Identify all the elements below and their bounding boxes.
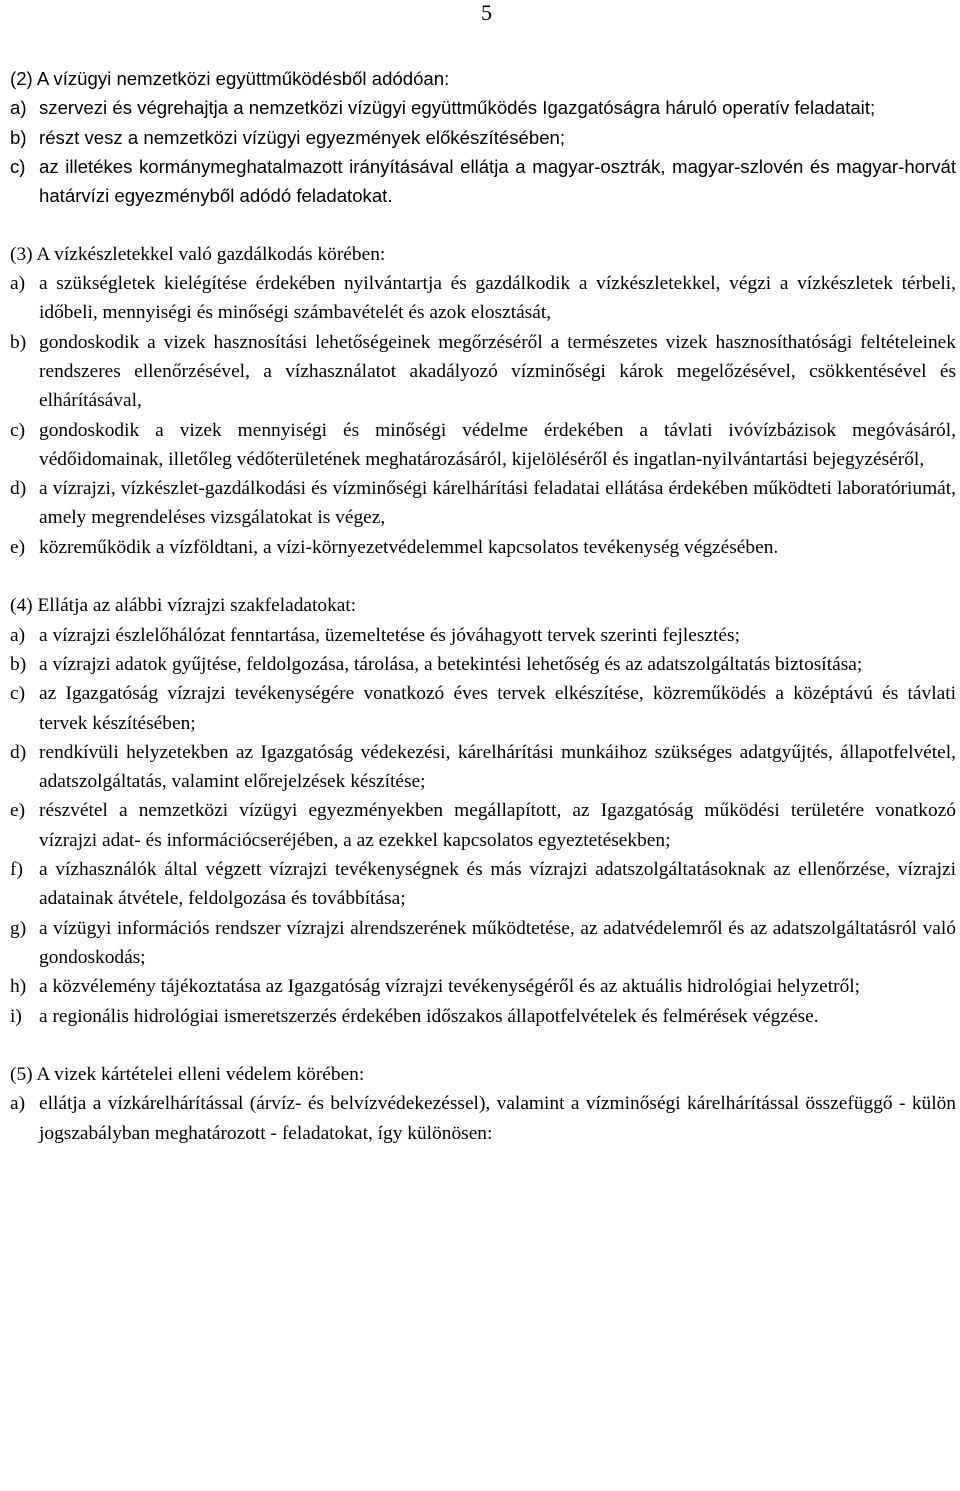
list-item <box>10 972 956 1001</box>
list-item <box>10 93 956 122</box>
list-item <box>10 474 956 533</box>
item-text: gondoskodik a vizek mennyiségi és minőségi védelme érdekében a távlati ivóvízbázisok megóvásáról, védőidomainak, illetőleg védőterületének meghatározásáról, kijelöléséről és ingatlan-nyilvántartási bejegyzéséről, <box>39 419 956 470</box>
item-label: d) <box>10 478 27 500</box>
item-label: e) <box>10 536 26 558</box>
item-text: a vízrajzi adatok gyűjtése, feldolgozása, tárolása, a betekintési lehetőség és az adatszolgáltatás biztosítása; <box>39 653 863 675</box>
item-label: b) <box>10 126 27 148</box>
item-label: h) <box>10 976 27 998</box>
item-label: c) <box>10 155 26 177</box>
item-text: a vízrajzi észlelőhálózat fenntartása, üzemeltetése és jóváhagyott tervek szerinti fejlesztés; <box>39 624 740 646</box>
list-item <box>10 650 956 679</box>
item-text: közreműködik a vízföldtani, a vízi-környezetvédelemmel kapcsolatos tevékenység végzésében. <box>39 536 779 558</box>
item-text: az illetékes kormánymeghatalmazott irányításával ellátja a magyar-osztrák, magyar-szlovén és magyar-horvát határvízi egyezményből adódó feladatokat. <box>39 155 956 207</box>
list-item <box>10 416 956 475</box>
item-text: a regionális hidrológiai ismeretszerzés érdekében időszakos állapotfelvételek és felmérések végzése. <box>39 1005 819 1027</box>
item-text: ellátja a vízkárelhárítással (árvíz- és belvízvédekezéssel), valamint a vízminőségi kárelhárítással összefüggő - külön jogszabályban meghatározott - feladatokat, így különösen: <box>39 1093 956 1144</box>
item-label: c) <box>10 419 26 441</box>
section-heading: (5) A vizek kártételei elleni védelem körében: <box>10 1064 365 1086</box>
item-label: b) <box>10 331 27 353</box>
section-heading: (3) A vízkészletekkel való gazdálkodás körében: <box>10 243 386 265</box>
page-number: 5 <box>481 0 492 25</box>
item-label: a) <box>10 624 26 646</box>
item-text: szervezi és végrehajtja a nemzetközi vízügyi együttműködés Igazgatóságra háruló operatív feladatait; <box>39 97 876 119</box>
item-label: a) <box>10 97 27 119</box>
item-label: a) <box>10 273 26 295</box>
item-text: a szükségletek kielégítése érdekében nyilvántartja és gazdálkodik a vízkészletekkel, végzi a vízkészletek térbeli, időbeli, mennyiségi és minőségi számbavételét és azok elosztását, <box>39 273 956 324</box>
item-text: részvétel a nemzetközi vízügyi egyezményekben megállapított, az Igazgatóság működési területére vonatkozó vízrajzi adat- és információcseréjében, a az ezekkel kapcsolatos egyeztetésekben; <box>39 800 956 851</box>
list-item <box>10 269 956 328</box>
item-text: rendkívüli helyzetekben az Igazgatóság védekezési, kárelhárítási munkáihoz szükséges adatgyűjtés, állapotfelvétel, adatszolgáltatás, valamint előrejelzések készítése; <box>39 741 956 793</box>
item-text: részt vesz a nemzetközi vízügyi egyezmények előkészítésében; <box>39 126 566 148</box>
item-label: g) <box>10 917 27 939</box>
item-text: a közvélemény tájékoztatása az Igazgatóság vízrajzi tevékenységéről és az aktuális hidrológiai helyzetről; <box>39 976 861 998</box>
item-text: a vízrajzi, vízkészlet-gazdálkodási és vízminőségi kárelhárítási feladatai ellátása érdekében működteti laboratóriumát, amely megrendeléses vizsgálatokat is végez, <box>39 478 956 529</box>
list-item <box>10 1089 956 1148</box>
item-label: a) <box>10 1093 26 1115</box>
item-label: b) <box>10 653 27 675</box>
list-item <box>10 621 956 650</box>
list-item <box>10 914 956 973</box>
list-item <box>10 123 956 152</box>
section-3 <box>10 240 956 562</box>
list-item <box>10 855 956 914</box>
list-item <box>10 533 956 562</box>
list-item <box>10 679 956 738</box>
list-item <box>10 152 956 211</box>
item-text: gondoskodik a vizek hasznosítási lehetőségeinek megőrzéséről a természetes vizek hasznosíthatósági feltételeinek rendszeres ellenőrzésével, a vízhasználatot akadályozó vízminőségi károk megelőzésével, csökkentésével és elhárításával, <box>39 331 956 412</box>
section-2 <box>10 64 956 210</box>
item-label: d) <box>10 741 27 763</box>
section-heading: (4) Ellátja az alábbi vízrajzi szakfeladatokat: <box>10 595 357 617</box>
item-label: e) <box>10 800 26 822</box>
list-item <box>10 1002 956 1031</box>
list-item <box>10 796 956 855</box>
section-4 <box>10 591 956 1030</box>
section-heading: (2) A vízügyi nemzetközi együttműködésből adódóan: <box>10 68 450 89</box>
section-5 <box>10 1060 956 1148</box>
item-label: f) <box>10 859 23 881</box>
list-item <box>10 738 956 797</box>
document-body <box>10 64 956 1177</box>
list-item <box>10 328 956 416</box>
item-label: c) <box>10 683 26 705</box>
item-label: i) <box>10 1005 22 1027</box>
item-text: a vízhasználók által végzett vízrajzi tevékenységnek és más vízrajzi adatszolgáltatásoknak az ellenőrzése, vízrajzi adatainak átvétele, feldolgozása és továbbítása; <box>39 859 956 910</box>
item-text: az Igazgatóság vízrajzi tevékenységére vonatkozó éves tervek elkészítése, közreműködés a középtávú és távlati tervek készítésében; <box>39 683 956 734</box>
item-text: a vízügyi információs rendszer vízrajzi alrendszerének működtetése, az adatvédelemről és az adatszolgáltatásról való gondoskodás; <box>39 917 956 968</box>
